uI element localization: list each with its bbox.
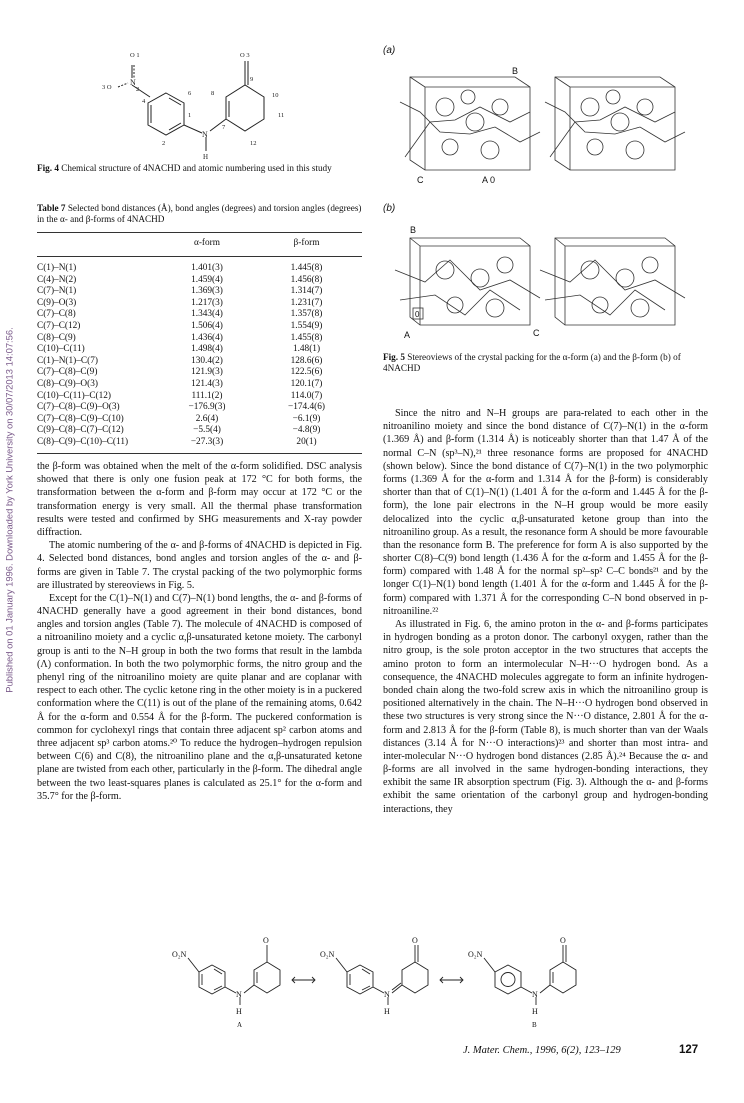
table-row xyxy=(37,367,362,379)
num-9: 9 xyxy=(250,76,254,83)
res-o2n-2: O₂N xyxy=(320,950,335,959)
table-row xyxy=(37,321,362,333)
fig4-caption xyxy=(37,163,362,174)
table-row xyxy=(37,309,362,321)
table-cell-beta: 1.456(8) xyxy=(290,274,323,285)
right-column-text xyxy=(383,407,708,816)
table-cell-parameter: C(7)–N(1) xyxy=(37,286,77,297)
table7-caption-text: Selected bond distances (Å), bond angles (degrees) and torsion angles (degrees) in the α- and β-forms of 4NACHD xyxy=(37,203,362,225)
num-12: 12 xyxy=(250,140,257,147)
table-row xyxy=(37,402,362,414)
left-paragraph-3: Except for the C(1)–N(1) and C(7)–N(1) bond lengths, the α- and β-forms of 4NACHD generally have a good agreement in their bond distances, bond angles and torsion angles (Table 7). The molecule of 4NACHD is composed of a nitroanilino moiety and a cyclic α,β-unsaturated ketone moiety. The carbonyl group is anti to the N–H group in both the two forms that result in the lambda (Λ) conformation. In both the two polymorphic forms, the nitro group and the phenyl ring of the nitroanilino moiety are quite planar and are coplanar with respect to each other. The cyclic ketone ring in the other moiety is in a puckered conformation where the C(11) is out of the plane of the remaining atoms, 0.642 Å for the α-form and 0.554 Å for the β-form. The puckered conformation is common for cyclohexyl rings that contain three adjacent sp² carbon atoms and three adjacent sp³ carbon atoms.²⁰ To reduce the hydrogen–hydrogen repulsion between C(6) and C(8), the nitroanilino plane and the α,β-unsaturated ketone plane are twisted from each other, particularly in the β-form. The dihedral angle between the two least-squares planes is calculated as 25.1° for the α-form and 35.7° for the β-form. xyxy=(37,592,362,802)
atom-o3: O 3 xyxy=(240,52,250,59)
table7-mid-rule xyxy=(37,256,362,257)
table7-header xyxy=(37,238,362,250)
table-cell-alpha: 1.401(3) xyxy=(191,263,223,273)
res-o2n-1: O₂N xyxy=(172,950,187,959)
table-cell-beta: −174.4(6) xyxy=(287,402,325,413)
res-n-3: N xyxy=(532,990,538,999)
atom-o1: O 1 xyxy=(130,52,140,59)
download-watermark-text: Published on 01 January 1996. Downloaded by York University on 30/07/2013 14:07:56. xyxy=(3,327,15,693)
footer-citation: J. Mater. Chem., 1996, 6(2), 123–129 xyxy=(463,1045,621,1056)
table7-label: Table 7 xyxy=(37,203,66,213)
table-cell-beta: 1.357(8) xyxy=(290,309,323,320)
res-o-1: O xyxy=(263,936,269,945)
table-row xyxy=(37,333,362,345)
table-row xyxy=(37,298,362,310)
num-2: 2 xyxy=(136,86,140,93)
fig5b-axis-a: A xyxy=(404,330,411,340)
table-cell-parameter: C(7)–C(12) xyxy=(37,320,81,331)
table-row xyxy=(37,263,362,275)
table7-top-rule xyxy=(37,232,362,233)
fig5-caption-text: Stereoviews of the crystal packing for the α-form (a) and the β-form (b) of 4NACHD xyxy=(383,352,681,374)
table-cell-parameter: C(7)–C(8) xyxy=(37,309,76,320)
table-cell-parameter: C(7)–C(8)–C(9) xyxy=(37,367,98,378)
table-cell-beta: −4.8(9) xyxy=(292,425,321,436)
table7-header-beta: β-form xyxy=(293,238,320,248)
fig5a-axis-b: B xyxy=(512,66,519,76)
fig5a-axis-a0: A 0 xyxy=(482,175,496,185)
atom-h: H xyxy=(203,153,209,160)
table-cell-alpha: 1.217(3) xyxy=(191,297,223,308)
table-cell-parameter: C(9)–C(8)–C(7)–C(12) xyxy=(37,425,124,436)
table7-body xyxy=(37,263,362,449)
num-6: 6 xyxy=(188,90,192,97)
left-paragraph-1: the β-form was obtained when the melt of the α-form solidified. DSC analysis showed that there is only one fusion peak at 172 °C for both forms, the transformation between the α-form and β-form may occur at 172 °C or the transformation energy is very small. All the thermal phase transformation results were tested and confirmed by SHG measurements and X-ray powder diffraction. xyxy=(37,461,362,538)
table-row xyxy=(37,437,362,449)
left-column-text xyxy=(37,460,362,803)
fig5a-axis-c: C xyxy=(417,175,424,185)
table-cell-alpha: 1.498(4) xyxy=(191,344,223,355)
table-cell-parameter: C(1)–N(1) xyxy=(37,263,77,273)
table-cell-alpha: 1.506(4) xyxy=(191,320,223,331)
num-8: 8 xyxy=(211,90,215,97)
table-row xyxy=(37,344,362,356)
right-paragraph-1: Since the nitro and N–H groups are para-related to each other in the nitroanilino moiety and since the bond distance of C(7)–N(1) in the α-form (1.369 Å) and β-form (1.314 Å) is noticeably shorter than that 1.47 Å of the normal C–N (sp³–N),²¹ three resonance forms are proposed for 4NACHD (shown below). Since the bond distance of C(7)–N(1) in the two polymorphic forms (1.369 Å for the α-form and 1.314 Å for the β-form) is considerably shorter than that of C(1)–N(1) (1.401 Å for the α-form and 1.445 Å for the β-form), the lone pair electrons in the N–H group would be more easily delocalized into the cyclic α,β-unsaturated ketone group than into the nitroanilino group. As a result, the resonance form A should be more favourable than the resonance form B. The preference for form A is also supported by the shorter C(8)–C(9) bond length (1.436 Å for the α-form and 1.455 Å for the β-form) compared with 1.48 Å for the normal sp²–sp² C–C bonds²¹ and by the longer C(1)–N(1) bond length (1.401 Å for the α-form and 1.445 Å for the β-form) compared with 1.371 Å for the corresponding C–N bond observed in p-nitroaniline.²² xyxy=(383,408,708,617)
table-cell-alpha: 121.9(3) xyxy=(191,367,223,378)
num-10: 10 xyxy=(272,92,279,99)
table-row xyxy=(37,379,362,391)
res-o-2: O xyxy=(412,936,418,945)
table-cell-beta: 120.1(7) xyxy=(290,378,323,389)
table-cell-beta: 128.6(6) xyxy=(290,355,323,366)
table-cell-parameter: C(10)–C(11)–C(12) xyxy=(37,390,112,401)
table-cell-parameter: C(4)–N(2) xyxy=(37,274,77,285)
table-cell-alpha: −5.5(4) xyxy=(193,425,221,436)
table-row xyxy=(37,275,362,287)
fig5-label-b: (b) xyxy=(383,203,396,214)
table-cell-alpha: 111.1(2) xyxy=(191,390,223,401)
res-h-2: H xyxy=(384,1007,390,1016)
right-paragraph-2: As illustrated in Fig. 6, the amino proton in the α- and β-forms participates in hydrogen bonding as a proton donor. The carbonyl oxygen, rather than the nitro group, is the sole proton acceptor in the two structures that accepts the amino proton to form an intermolecular N–H···O hydrogen bond. As a consequence, the 4NACHD molecules aggregate to form an infinite hydrogen-bonded chain along the two-fold screw axis in which the nitroanilino group is positioned alternatively in the chain. The N–H···O hydrogen bond observed in these two structures is very strong since the N···O distance, 2.801 Å for the α-form and 2.813 Å for the β-form (Table 8), is much shorter than van der Waals distances (3.14 Å for N···O interactions)²³ and shorter than most intra- and inter-molecular N···O hydrogen bond distances (2.85 Å).²⁴ Because the α- and β-forms are all involved in the same hydrogen-bonding interactions, they exhibit the same IR absorption spectrum (Fig. 3). Although the α- and β-forms exhibit the same orientation of the carbonyl group and hydrogen-bonding interactions, they xyxy=(383,619,708,815)
res-label-b: B xyxy=(532,1021,537,1029)
fig5b-axis-c: C xyxy=(533,328,540,338)
fig5a-stereoview xyxy=(380,62,710,187)
table7-bottom-rule xyxy=(37,453,362,454)
fig5b-axis-b: B xyxy=(410,225,417,235)
table-row xyxy=(37,286,362,298)
table-cell-alpha: 1.343(4) xyxy=(191,309,223,320)
num-2b: 2 xyxy=(162,140,166,147)
table-cell-beta: −6.1(9) xyxy=(292,413,321,424)
table-cell-parameter: C(7)–C(8)–C(9)–O(3) xyxy=(37,402,120,413)
res-label-a: A xyxy=(237,1021,243,1029)
fig5b-stereoview xyxy=(380,220,710,345)
table-cell-parameter: C(8)–C(9) xyxy=(37,332,76,343)
atom-n1: N xyxy=(202,130,208,139)
num-11: 11 xyxy=(278,112,285,119)
res-o-3: O xyxy=(560,936,566,945)
table-row xyxy=(37,425,362,437)
page-number: 127 xyxy=(679,1044,699,1056)
left-paragraph-2: The atomic numbering of the α- and β-forms of 4NACHD is depicted in Fig. 4. Selected bond distances, bond angles and torsion angles of the α- and β-forms are given in Table 7. The crystal packing of the two polymorphic forms are illustrated by stereoviews in Fig. 5. xyxy=(37,540,362,591)
table-cell-alpha: −27.3(3) xyxy=(190,436,224,447)
fig5-label-a: (a) xyxy=(383,45,396,56)
table-cell-parameter: C(10)–C(11) xyxy=(37,344,85,355)
table-cell-beta: 1.231(7) xyxy=(290,297,323,308)
res-h-3: H xyxy=(532,1007,538,1016)
atom-n2: N xyxy=(130,78,136,87)
table-cell-parameter: C(1)–N(1)–C(7) xyxy=(37,355,98,366)
res-h-1: H xyxy=(236,1007,242,1016)
num-1: 1 xyxy=(188,112,192,119)
table-row xyxy=(37,356,362,368)
num-4: 4 xyxy=(142,98,146,105)
table-cell-parameter: C(7)–C(8)–C(9)–C(10) xyxy=(37,413,124,424)
table-cell-alpha: 2.6(4) xyxy=(195,413,219,424)
table-cell-alpha: 1.459(4) xyxy=(191,274,223,285)
fig5-caption xyxy=(383,352,708,375)
table-cell-parameter: C(8)–C(9)–C(10)–C(11) xyxy=(37,436,129,447)
table-cell-alpha: −176.9(3) xyxy=(188,402,226,413)
table-row xyxy=(37,391,362,403)
table-cell-beta: 122.5(6) xyxy=(290,367,323,378)
res-n-1: N xyxy=(236,990,242,999)
download-watermark xyxy=(3,250,15,770)
table-cell-alpha: 1.436(4) xyxy=(191,332,223,343)
table-cell-beta: 1.48(1) xyxy=(292,344,321,355)
table-cell-beta: 1.455(8) xyxy=(290,332,323,343)
table7-header-alpha: α-form xyxy=(193,238,221,248)
table7-header-0 xyxy=(37,238,167,250)
fig4-caption-label: Fig. 4 xyxy=(37,163,59,173)
table-cell-alpha: 1.369(3) xyxy=(191,286,223,297)
fig4-caption-text: Chemical structure of 4NACHD and atomic numbering used in this study xyxy=(58,163,332,173)
res-o2n-3: O₂N xyxy=(468,950,483,959)
num-7: 7 xyxy=(222,124,226,131)
table-row xyxy=(37,414,362,426)
table7-caption xyxy=(37,203,362,226)
table-cell-beta: 1.445(8) xyxy=(290,263,323,273)
table-cell-beta: 1.314(7) xyxy=(290,286,323,297)
table-cell-parameter: C(9)–O(3) xyxy=(37,297,77,308)
atom-o-3: 3 O xyxy=(102,84,112,91)
fig5b-axis-0: 0 xyxy=(415,310,420,319)
fig5-caption-label: Fig. 5 xyxy=(383,352,405,362)
table-cell-beta: 1.554(9) xyxy=(290,320,323,331)
fig4-structure xyxy=(80,45,300,160)
table-cell-alpha: 121.4(3) xyxy=(191,378,223,389)
resonance-forms xyxy=(170,935,610,1030)
table-cell-alpha: 130.4(2) xyxy=(191,355,223,366)
table-cell-beta: 114.0(7) xyxy=(290,390,323,401)
table-cell-beta: 20(1) xyxy=(296,436,317,447)
table-cell-parameter: C(8)–C(9)–O(3) xyxy=(37,378,98,389)
res-n-2: N xyxy=(384,990,390,999)
